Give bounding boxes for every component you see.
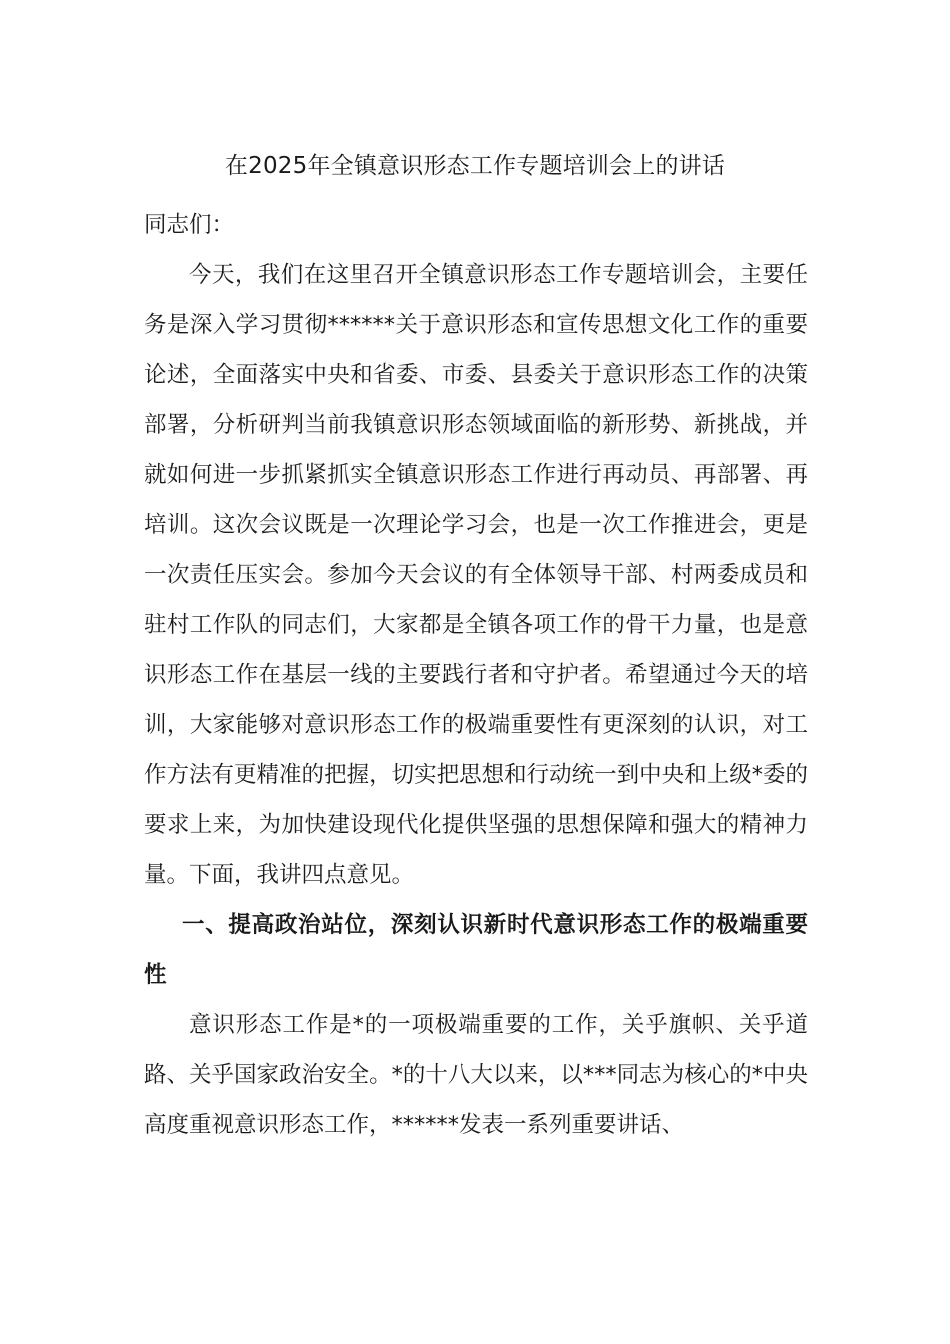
salutation: 同志们： [144,212,235,238]
section-paragraph: 意识形态工作是*的一项极端重要的工作，关乎旗帜、关乎道路、关乎国家政治安全。*的十八大以来，以***同志为核心的*中央高度重视意识形态工作，******发表一系列重要讲话、 [144,1012,808,1138]
document-body [144,200,808,1150]
section-heading: 一、提高政治站位，深刻认识新时代意识形态工作的极端重要性 [144,912,808,988]
intro-paragraph: 今天，我们在这里召开全镇意识形态工作专题培训会，主要任务是深入学习贯彻******关于意识形态和宣传思想文化工作的重要论述，全面落实中央和省委、市委、县委关于意识形态工作的决策部署，分析研判当前我镇意识形态领域面临的新形势、新挑战，并就如何进一步抓紧抓实全镇意识形态工作进行再动员、再部署、再培训。这次会议既是一次理论学习会，也是一次工作推进会，更是一次责任压实会。参加今天会议的有全体领导干部、村两委成员和驻村工作队的同志们，大家都是全镇各项工作的骨干力量，也是意识形态工作在基层一线的主要践行者和守护者。希望通过今天的培训，大家能够对意识形态工作的极端重要性有更深刻的认识，对工作方法有更精准的把握，切实把思想和行动统一到中央和上级*委的要求上来，为加快建设现代化提供坚强的思想保障和强大的精神力量。下面，我讲四点意见。 [144,262,808,888]
document-title: 在2025年全镇意识形态工作专题培训会上的讲话 [224,153,726,179]
